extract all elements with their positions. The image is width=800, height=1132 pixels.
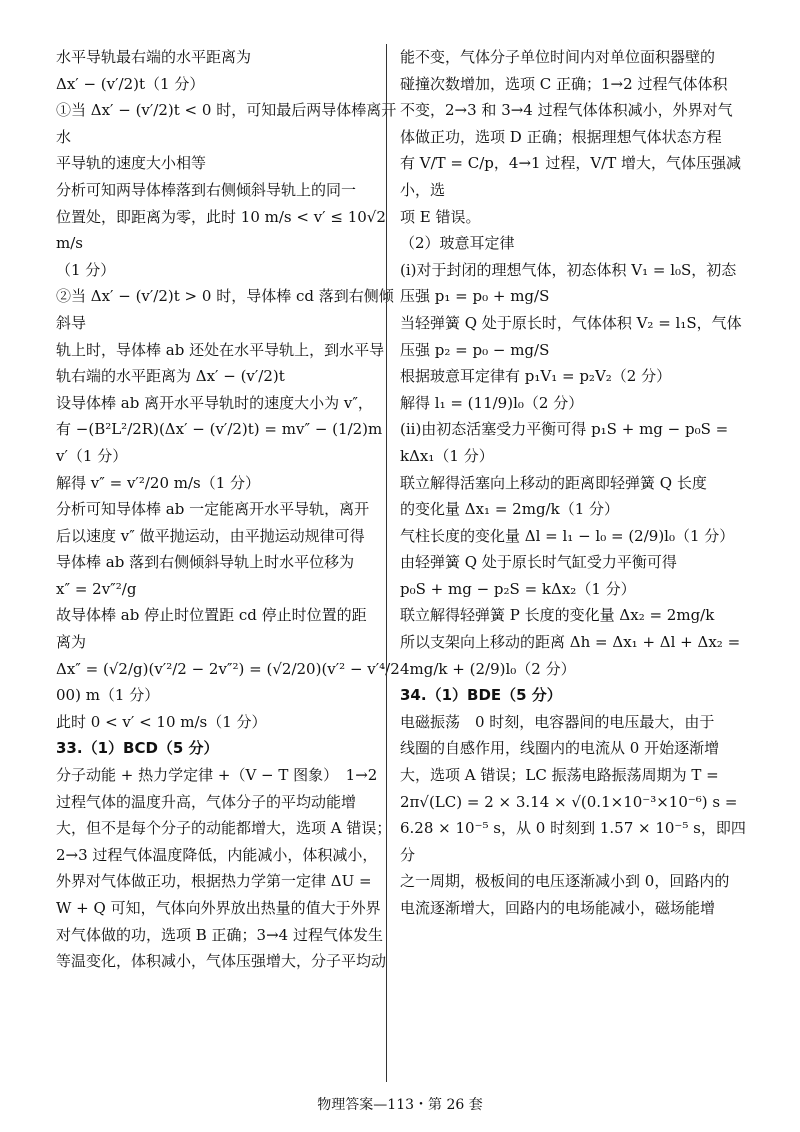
answer-line: 离为 (56, 633, 87, 652)
answer-line: （1 分） (56, 260, 116, 279)
answer-line: 碰撞次数增加，选项 C 正确；1→2 过程气体体积 (400, 74, 728, 93)
answer-line: (ii)由初态活塞受力平衡可得 p₁S + mg − p₀S = (400, 420, 729, 439)
answer-line: 大，选项 A 错误；LC 振荡电路振荡周期为 T = (400, 766, 719, 785)
answer-line: 解得 v″ = v′²/20 m/s（1 分） (56, 473, 261, 492)
answer-line: 4mg/k + (2/9)l₀（2 分） (400, 659, 576, 678)
answer-line: （2）玻意耳定律 (400, 234, 515, 253)
answer-line: 分析可知导体棒 ab 一定能离开水平导轨，离开 (56, 500, 370, 519)
answer-line: 所以支架向上移动的距离 Δh = Δx₁ + Δl + Δx₂ = (400, 633, 741, 652)
answer-line: x″ = 2v″²/g (56, 579, 137, 598)
answer-line: 轨上时，导体棒 ab 还处在水平导轨上，到水平导 (56, 340, 385, 359)
answer-line: 大，但不是每个分子的动能都增大，选项 A 错误； (56, 819, 392, 838)
answer-line: 导体棒 ab 落到右侧倾斜导轨上时水平位移为 (56, 553, 355, 572)
answer-line: 轨右端的水平距离为 Δx′ − (v′/2)t (56, 367, 285, 386)
answer-line: 等温变化，体积减小，气体压强增大，分子平均动 (56, 952, 387, 971)
answer-line: 分子动能 + 热力学定律 +（V − T 图象） 1→2 (56, 766, 378, 785)
answer-line: 压强 p₁ = p₀ + mg/S (400, 287, 550, 306)
answer-line: 线圈的自感作用，线圈内的电流从 0 开始逐渐增 (400, 739, 720, 758)
answer-line: 当轻弹簧 Q 处于原长时，气体体积 V₂ = l₁S，气体 (400, 313, 742, 332)
answer-line: ②当 Δx′ − (v′/2)t > 0 时，导体棒 cd 落到右侧倾斜导 (56, 287, 394, 332)
answer-line: ①当 Δx′ − (v′/2)t < 0 时，可知最后两导体棒离开水 (56, 101, 397, 146)
answer-line: 气柱长度的变化量 Δl = l₁ − l₀ = (2/9)l₀（1 分） (400, 526, 735, 545)
answer-line: 压强 p₂ = p₀ − mg/S (400, 340, 550, 359)
answer-line: 有 −(B²L²/2R)(Δx′ − (v′/2)t) = mv″ − (1/2)mv′（1 分） (56, 420, 383, 465)
answer-line: 体做正功，选项 D 正确；根据理想气体状态方程 (400, 127, 722, 146)
answer-line: 由轻弹簧 Q 处于原长时气缸受力平衡可得 (400, 553, 677, 572)
answer-line: 项 E 错误。 (400, 207, 481, 226)
answer-line: 后以速度 v″ 做平抛运动，由平抛运动规律可得 (56, 526, 365, 545)
page-footer: 物理答案—113・第 26 套 (317, 1097, 483, 1113)
answer-line: 设导体棒 ab 离开水平导轨时的速度大小为 v″， (56, 393, 373, 412)
answer-line: 不变，2→3 和 3→4 过程气体体积减小，外界对气 (400, 101, 733, 120)
answer-line: 此时 0 < v′ < 10 m/s（1 分） (56, 712, 267, 731)
answer-line: kΔx₁（1 分） (400, 446, 494, 465)
answer-line: 2→3 过程气体温度降低，内能减小，体积减小， (56, 845, 378, 864)
column-divider (386, 44, 387, 1082)
answer-line: 电磁振荡 0 时刻，电容器间的电压最大，由于 (400, 712, 715, 731)
answer-line: 分析可知两导体棒落到右侧倾斜导轨上的同一 (56, 180, 357, 199)
answer-line: 位置处，即距离为零，此时 10 m/s < v′ ≤ 10√2 m/s (56, 207, 386, 253)
answer-line: Δx′ − (v′/2)t（1 分） (56, 74, 205, 93)
answer-line: 平导轨的速度大小相等 (56, 154, 207, 173)
answer-line: (i)对于封闭的理想气体，初态体积 V₁ = l₀S，初态 (400, 260, 737, 279)
answer-line: 过程气体的温度升高，气体分子的平均动能增 (56, 792, 357, 811)
answer-line: 34.（1）BDE（5 分） (400, 686, 562, 705)
answer-line: p₀S + mg − p₂S = kΔx₂（1 分） (400, 579, 636, 598)
answer-line: 联立解得轻弹簧 P 长度的变化量 Δx₂ = 2mg/k (400, 606, 715, 625)
answer-line: 水平导轨最右端的水平距离为 (56, 48, 252, 66)
answer-line: 2π√(LC) = 2 × 3.14 × √(0.1×10⁻³×10⁻⁶) s = (400, 792, 738, 811)
answer-line: 能不变，气体分子单位时间内对单位面积器壁的 (400, 48, 716, 66)
answer-line: 33.（1）BCD（5 分） (56, 739, 219, 758)
answer-line: Δx″ = (√2/g)(v′²/2 − 2v″²) = (√2/20)(v′² − v′⁴/200) m（1 分） (56, 659, 400, 705)
answer-line: 电流逐渐增大，回路内的电场能减小，磁场能增 (400, 899, 716, 917)
answer-line: W + Q 可知，气体向外界放出热量的值大于外界 (56, 899, 381, 917)
right-column (400, 44, 752, 922)
answer-line: 之一周期，极板间的电压逐渐减小到 0，回路内的 (400, 872, 730, 891)
left-column (56, 44, 408, 975)
answer-line: 的变化量 Δx₁ = 2mg/k（1 分） (400, 500, 620, 519)
answer-line: 根据玻意耳定律有 p₁V₁ = p₂V₂（2 分） (400, 367, 672, 386)
answer-line: 有 V/T = C/p，4→1 过程，V/T 增大，气体压强减小，选 (400, 154, 741, 199)
answer-line: 联立解得活塞向上移动的距离即轻弹簧 Q 长度 (400, 473, 707, 492)
answer-line: 故导体棒 ab 停止时位置距 cd 停止时位置的距 (56, 606, 367, 625)
answer-line: 外界对气体做正功，根据热力学第一定律 ΔU = (56, 872, 372, 891)
answer-line: 对气体做的功，选项 B 正确；3→4 过程气体发生 (56, 925, 383, 944)
answer-line: 解得 l₁ = (11/9)l₀（2 分） (400, 393, 584, 412)
answer-line: 6.28 × 10⁻⁵ s，从 0 时刻到 1.57 × 10⁻⁵ s，即四分 (400, 819, 746, 864)
